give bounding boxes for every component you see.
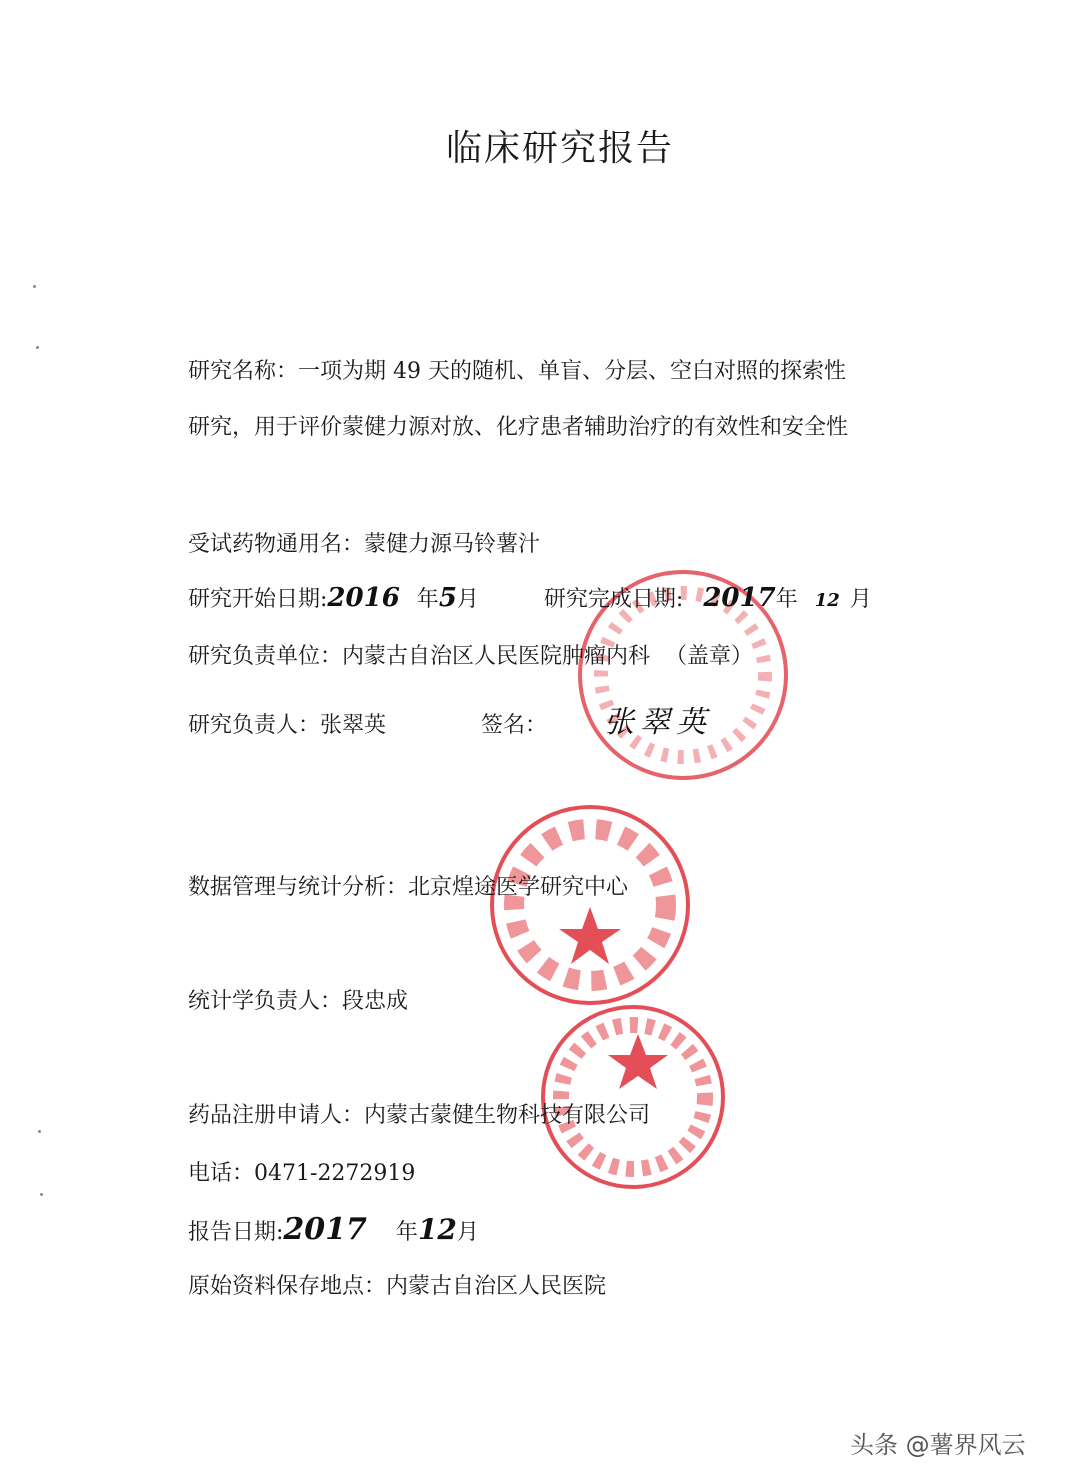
year-char: 年 [775, 587, 798, 612]
end-year-handwritten: 2017 [703, 583, 776, 613]
dates-row [188, 582, 872, 613]
seal-star-icon [559, 907, 621, 964]
scan-speck [38, 1130, 41, 1133]
statistician-row [188, 984, 408, 1015]
seal-lettering-marks [514, 829, 666, 981]
drug-label: 受试药物通用名： [188, 532, 365, 557]
year-char: 年 [395, 1220, 418, 1245]
scan-speck [36, 346, 39, 349]
seal-note: （盖章） [665, 644, 754, 669]
pi-value: 张翠英 [320, 713, 387, 738]
watermark: 头条 @薯界风云 [850, 1431, 1026, 1459]
applicant-row [188, 1098, 650, 1129]
phone-row [188, 1156, 415, 1187]
data-management-label: 数据管理与统计分析： [188, 875, 409, 900]
pi-label: 研究负责人： [188, 713, 321, 738]
seal-star-icon [608, 1034, 668, 1089]
start-year-handwritten: 2016 [327, 583, 400, 613]
start-date-label: 研究开始日期: [188, 587, 328, 612]
signature-label: 签名： [481, 713, 548, 738]
scan-speck [33, 285, 36, 288]
seal-lettering-marks [561, 1025, 705, 1169]
unit-value: 内蒙古自治区人民医院肿瘤内科 [342, 644, 651, 669]
applicant-value: 内蒙古蒙健生物科技有限公司 [364, 1103, 651, 1128]
end-date-label: 研究完成日期: [543, 587, 684, 612]
pi-row [188, 697, 712, 741]
unit-label: 研究负责单位： [188, 644, 343, 669]
company-seal-stamp [538, 1002, 728, 1192]
report-date-label: 报告日期: [188, 1220, 284, 1245]
unit-row [188, 639, 753, 670]
study-name-line1 [188, 354, 846, 385]
document-title: 临床研究报告 [445, 128, 674, 169]
month-char: 月 [456, 587, 479, 612]
data-management-value: 北京煌途医学研究中心 [408, 875, 629, 900]
phone-label: 电话： [188, 1161, 255, 1186]
report-month-handwritten: 12 [417, 1213, 457, 1246]
scan-speck [40, 1193, 43, 1196]
study-name-label: 研究名称： [188, 359, 299, 384]
drug-name-row [188, 527, 540, 558]
applicant-label: 药品注册申请人： [188, 1103, 365, 1128]
month-char: 月 [849, 587, 872, 612]
archive-value: 内蒙古自治区人民医院 [386, 1274, 607, 1299]
data-management-row [188, 870, 628, 901]
statistician-label: 统计学负责人： [188, 989, 343, 1014]
research-center-seal-stamp [488, 803, 692, 1007]
report-date-row [188, 1212, 479, 1247]
handwritten-signature: 张翠英 [604, 705, 713, 740]
start-month-handwritten: 5 [438, 583, 457, 613]
phone-value: 0471-2272919 [254, 1161, 416, 1186]
year-char: 年 [416, 587, 439, 612]
archive-label: 原始资料保存地点： [188, 1274, 387, 1299]
study-name-value: 一项为期 49 天的随机、单盲、分层、空白对照的探索性 [298, 359, 846, 384]
archive-row [188, 1269, 606, 1300]
statistician-value: 段忠成 [342, 989, 409, 1014]
month-char: 月 [456, 1220, 479, 1245]
end-month-handwritten: 12 [814, 590, 840, 611]
drug-value: 蒙健力源马铃薯汁 [364, 532, 541, 557]
report-year-handwritten: 2017 [283, 1212, 367, 1247]
study-name-line2: 研究，用于评价蒙健力源对放、化疗患者辅助治疗的有效性和安全性 [188, 415, 849, 440]
